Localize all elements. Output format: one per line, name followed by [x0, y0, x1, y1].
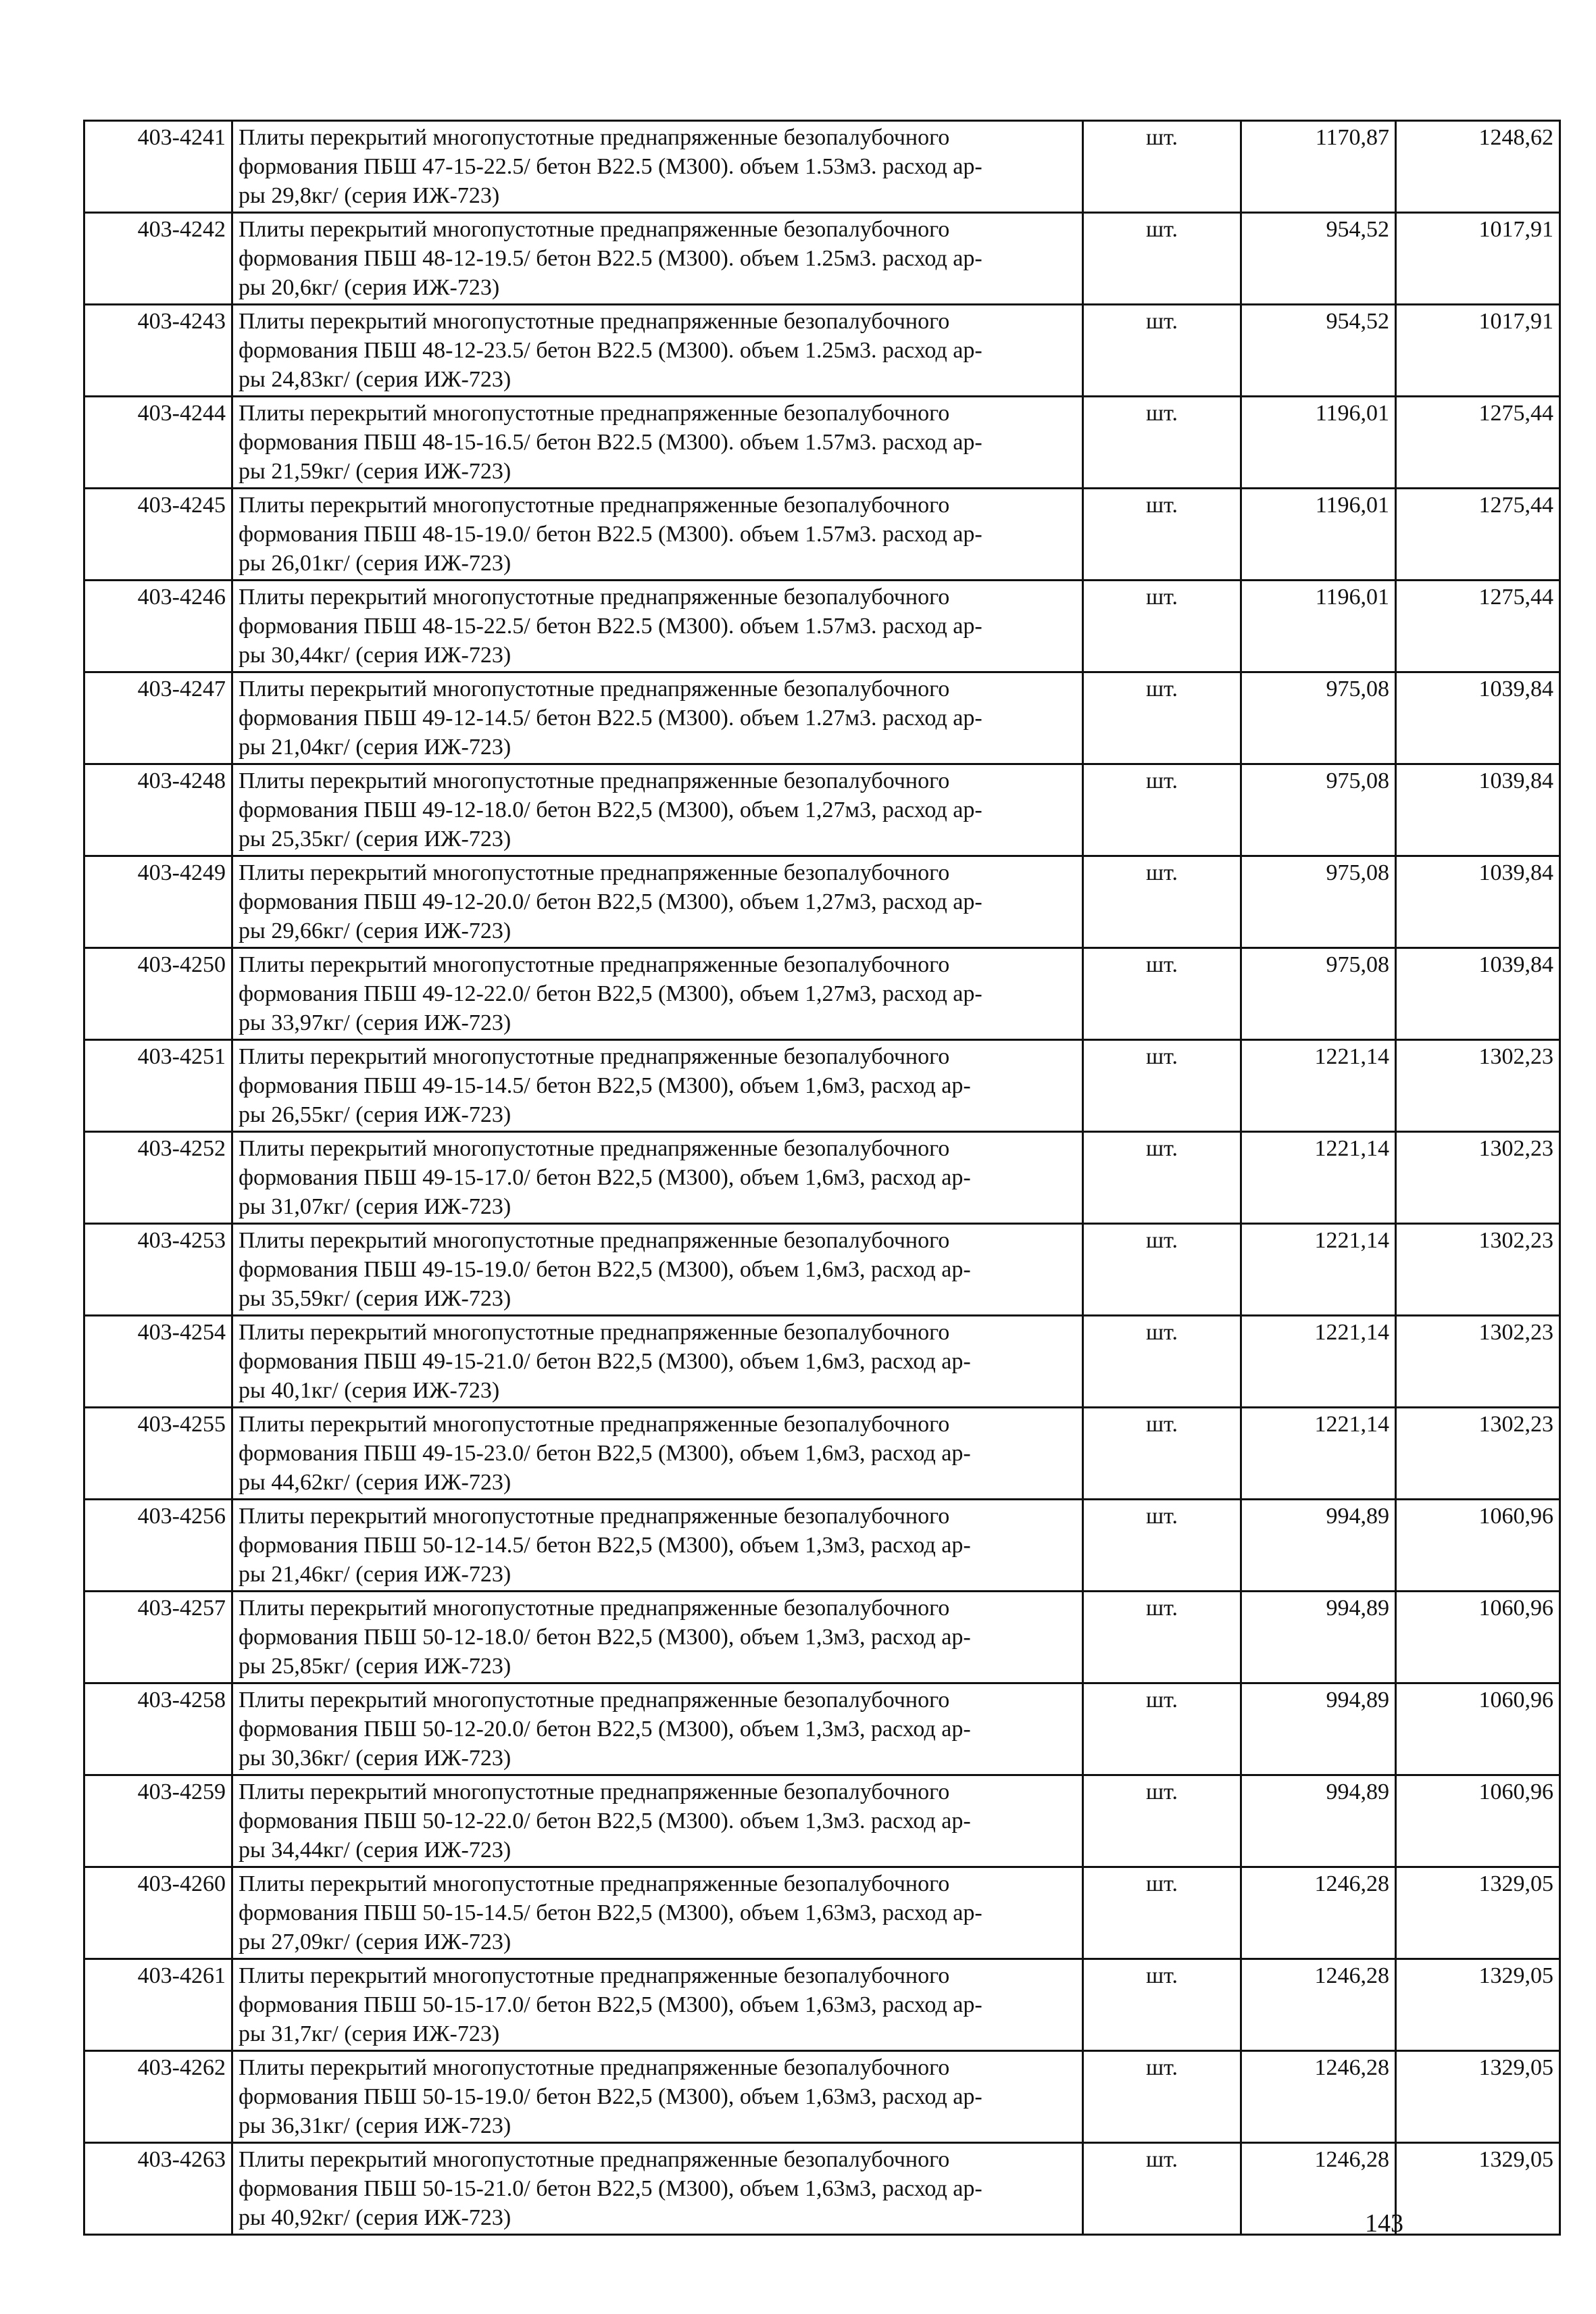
item-unit: шт. [1083, 2051, 1241, 2143]
description-line: ры 25,85кг/ (серия ИЖ-723) [239, 1654, 512, 1679]
item-code: 403-4244 [84, 397, 232, 489]
item-price-2: 1060,96 [1396, 1775, 1560, 1867]
table-row [84, 1592, 1560, 1683]
item-description [232, 1959, 1083, 2051]
description-line: формования ПБШ 49-15-14.5/ бетон B22,5 (M300), объем 1,6м3, расход ар- [239, 1073, 971, 1098]
item-description [232, 581, 1083, 672]
description-line: Плиты перекрытий многопустотные преднапряженные безопалубочного [239, 1320, 950, 1345]
item-price-2: 1302,23 [1396, 1040, 1560, 1132]
item-code: 403-4254 [84, 1316, 232, 1408]
description-line: ры 21,46кг/ (серия ИЖ-723) [239, 1562, 512, 1587]
description-line: Плиты перекрытий многопустотные преднапряженные безопалубочного [239, 217, 950, 242]
description-line: Плиты перекрытий многопустотные преднапряженные безопалубочного [239, 1228, 950, 1253]
item-price-1: 975,08 [1241, 856, 1396, 948]
description-line: ры 21,59кг/ (серия ИЖ-723) [239, 459, 512, 484]
item-description [232, 1224, 1083, 1316]
item-description [232, 856, 1083, 948]
item-code: 403-4242 [84, 213, 232, 305]
description-line: ры 21,04кг/ (серия ИЖ-723) [239, 735, 512, 760]
item-code: 403-4249 [84, 856, 232, 948]
description-line: Плиты перекрытий многопустотные преднапряженные безопалубочного [239, 1779, 950, 1804]
description-line: ры 40,92кг/ (серия ИЖ-723) [239, 2205, 512, 2230]
item-price-2: 1302,23 [1396, 1408, 1560, 1500]
item-price-1: 1221,14 [1241, 1224, 1396, 1316]
table-row [84, 1224, 1560, 1316]
table-row [84, 581, 1560, 672]
item-code: 403-4255 [84, 1408, 232, 1500]
item-price-1: 1246,28 [1241, 1867, 1396, 1959]
description-line: Плиты перекрытий многопустотные преднапряженные безопалубочного [239, 1688, 950, 1713]
item-price-2: 1060,96 [1396, 1500, 1560, 1592]
item-code: 403-4259 [84, 1775, 232, 1867]
description-line: ры 27,09кг/ (серия ИЖ-723) [239, 1929, 512, 1954]
item-price-2: 1302,23 [1396, 1316, 1560, 1408]
item-code: 403-4251 [84, 1040, 232, 1132]
description-line: формования ПБШ 50-12-14.5/ бетон B22,5 (M300), объем 1,3м3, расход ар- [239, 1533, 971, 1558]
description-line: Плиты перекрытий многопустотные преднапряженные безопалубочного [239, 1596, 950, 1621]
table-row [84, 672, 1560, 764]
item-price-1: 954,52 [1241, 305, 1396, 397]
table-row [84, 1775, 1560, 1867]
table-row [84, 213, 1560, 305]
table-row [84, 2143, 1560, 2235]
table-row [84, 1867, 1560, 1959]
description-line: ры 24,83кг/ (серия ИЖ-723) [239, 367, 512, 392]
item-description [232, 397, 1083, 489]
description-line: Плиты перекрытий многопустотные преднапряженные безопалубочного [239, 493, 950, 518]
description-line: Плиты перекрытий многопустотные преднапряженные безопалубочного [239, 1044, 950, 1069]
description-line: формования ПБШ 50-15-21.0/ бетон B22,5 (M300), объем 1,63м3, расход ар- [239, 2176, 982, 2201]
table-row [84, 856, 1560, 948]
description-line: формования ПБШ 49-15-17.0/ бетон B22,5 (M300), объем 1,6м3, расход ар- [239, 1165, 971, 1190]
item-price-1: 1221,14 [1241, 1316, 1396, 1408]
description-line: формования ПБШ 48-15-16.5/ бетон B22.5 (M300). объем 1.57м3. расход ар- [239, 430, 982, 455]
item-code: 403-4260 [84, 1867, 232, 1959]
item-unit: шт. [1083, 2143, 1241, 2235]
item-price-1: 994,89 [1241, 1500, 1396, 1592]
item-price-1: 1221,14 [1241, 1132, 1396, 1224]
description-line: Плиты перекрытий многопустотные преднапряженные безопалубочного [239, 125, 950, 150]
description-line: Плиты перекрытий многопустотные преднапряженные безопалубочного [239, 401, 950, 426]
item-price-2: 1017,91 [1396, 305, 1560, 397]
item-code: 403-4257 [84, 1592, 232, 1683]
description-line: формования ПБШ 50-15-17.0/ бетон B22,5 (M300), объем 1,63м3, расход ар- [239, 1992, 982, 2017]
description-line: формования ПБШ 50-15-19.0/ бетон B22,5 (M300), объем 1,63м3, расход ар- [239, 2084, 982, 2109]
description-line: Плиты перекрытий многопустотные преднапряженные безопалубочного [239, 952, 950, 977]
description-line: формования ПБШ 48-12-19.5/ бетон B22.5 (M300). объем 1.25м3. расход ар- [239, 246, 982, 271]
item-code: 403-4250 [84, 948, 232, 1040]
item-description [232, 1775, 1083, 1867]
item-price-1: 994,89 [1241, 1592, 1396, 1683]
item-price-2: 1060,96 [1396, 1592, 1560, 1683]
description-line: ры 31,7кг/ (серия ИЖ-723) [239, 2021, 500, 2046]
item-price-2: 1302,23 [1396, 1132, 1560, 1224]
item-price-2: 1275,44 [1396, 489, 1560, 581]
description-line: формования ПБШ 49-15-23.0/ бетон B22,5 (M300), объем 1,6м3, расход ар- [239, 1441, 971, 1466]
item-description [232, 2143, 1083, 2235]
item-price-1: 1221,14 [1241, 1408, 1396, 1500]
table-row [84, 1132, 1560, 1224]
item-unit: шт. [1083, 856, 1241, 948]
item-price-2: 1329,05 [1396, 2051, 1560, 2143]
item-description [232, 1132, 1083, 1224]
description-line: формования ПБШ 49-12-18.0/ бетон B22,5 (M300), объем 1,27м3, расход ар- [239, 797, 982, 822]
item-description [232, 1040, 1083, 1132]
description-line: формования ПБШ 50-12-20.0/ бетон B22,5 (M300), объем 1,3м3, расход ар- [239, 1717, 971, 1742]
description-line: Плиты перекрытий многопустотные преднапряженные безопалубочного [239, 1871, 950, 1896]
description-line: Плиты перекрытий многопустотные преднапряженные безопалубочного [239, 1963, 950, 1988]
item-code: 403-4248 [84, 764, 232, 856]
item-unit: шт. [1083, 121, 1241, 213]
description-line: формования ПБШ 49-12-20.0/ бетон B22,5 (M300), объем 1,27м3, расход ар- [239, 889, 982, 914]
item-price-2: 1039,84 [1396, 764, 1560, 856]
item-code: 403-4258 [84, 1683, 232, 1775]
description-line: ры 20,6кг/ (серия ИЖ-723) [239, 275, 500, 300]
page-number: 143 [1365, 2209, 1403, 2238]
item-code: 403-4261 [84, 1959, 232, 2051]
item-price-1: 1246,28 [1241, 2143, 1396, 2235]
item-unit: шт. [1083, 1316, 1241, 1408]
item-unit: шт. [1083, 1408, 1241, 1500]
item-description [232, 121, 1083, 213]
description-line: формования ПБШ 48-12-23.5/ бетон B22.5 (M300). объем 1.25м3. расход ар- [239, 338, 982, 363]
description-line: Плиты перекрытий многопустотные преднапряженные безопалубочного [239, 1136, 950, 1161]
description-line: Плиты перекрытий многопустотные преднапряженные безопалубочного [239, 860, 950, 885]
description-line: ры 30,44кг/ (серия ИЖ-723) [239, 643, 512, 668]
table-row [84, 1959, 1560, 2051]
table-row [84, 397, 1560, 489]
item-unit: шт. [1083, 1132, 1241, 1224]
item-price-2: 1275,44 [1396, 581, 1560, 672]
item-description [232, 948, 1083, 1040]
item-unit: шт. [1083, 1959, 1241, 2051]
item-price-2: 1329,05 [1396, 1867, 1560, 1959]
description-line: ры 34,44кг/ (серия ИЖ-723) [239, 1838, 512, 1863]
item-unit: шт. [1083, 305, 1241, 397]
item-price-2: 1017,91 [1396, 213, 1560, 305]
item-price-2: 1275,44 [1396, 397, 1560, 489]
item-price-1: 994,89 [1241, 1683, 1396, 1775]
item-unit: шт. [1083, 1500, 1241, 1592]
description-line: ры 30,36кг/ (серия ИЖ-723) [239, 1746, 512, 1771]
description-line: Плиты перекрытий многопустотные преднапряженные безопалубочного [239, 309, 950, 334]
description-line: ры 29,8кг/ (серия ИЖ-723) [239, 183, 500, 208]
item-code: 403-4263 [84, 2143, 232, 2235]
table-row [84, 764, 1560, 856]
description-line: ры 44,62кг/ (серия ИЖ-723) [239, 1470, 512, 1495]
item-price-1: 1196,01 [1241, 397, 1396, 489]
item-description [232, 489, 1083, 581]
item-code: 403-4253 [84, 1224, 232, 1316]
item-unit: шт. [1083, 948, 1241, 1040]
item-unit: шт. [1083, 397, 1241, 489]
item-description [232, 1316, 1083, 1408]
item-code: 403-4245 [84, 489, 232, 581]
item-description [232, 1683, 1083, 1775]
item-unit: шт. [1083, 764, 1241, 856]
table-row [84, 1408, 1560, 1500]
item-price-2: 1039,84 [1396, 856, 1560, 948]
item-description [232, 1500, 1083, 1592]
table-row [84, 1683, 1560, 1775]
item-price-1: 1196,01 [1241, 581, 1396, 672]
description-line: Плиты перекрытий многопустотные преднапряженные безопалубочного [239, 1504, 950, 1529]
item-description [232, 305, 1083, 397]
item-unit: шт. [1083, 213, 1241, 305]
description-line: Плиты перекрытий многопустотные преднапряженные безопалубочного [239, 676, 950, 701]
item-unit: шт. [1083, 1592, 1241, 1683]
description-line: формования ПБШ 50-12-22.0/ бетон B22,5 (M300). объем 1,3м3. расход ар- [239, 1808, 971, 1833]
item-price-1: 1196,01 [1241, 489, 1396, 581]
description-line: ры 40,1кг/ (серия ИЖ-723) [239, 1378, 500, 1403]
table-row [84, 1040, 1560, 1132]
description-line: Плиты перекрытий многопустотные преднапряженные безопалубочного [239, 768, 950, 793]
description-line: формования ПБШ 49-15-19.0/ бетон B22,5 (M300), объем 1,6м3, расход ар- [239, 1257, 971, 1282]
item-code: 403-4243 [84, 305, 232, 397]
item-price-1: 975,08 [1241, 948, 1396, 1040]
description-line: Плиты перекрытий многопустотные преднапряженные безопалубочного [239, 1412, 950, 1437]
price-table-body [84, 121, 1560, 2235]
description-line: ры 33,97кг/ (серия ИЖ-723) [239, 1010, 512, 1035]
item-price-1: 975,08 [1241, 764, 1396, 856]
item-description [232, 1592, 1083, 1683]
item-unit: шт. [1083, 1224, 1241, 1316]
description-line: формования ПБШ 49-12-14.5/ бетон B22.5 (M300). объем 1.27м3. расход ар- [239, 706, 982, 731]
table-row [84, 305, 1560, 397]
item-unit: шт. [1083, 1040, 1241, 1132]
item-description [232, 672, 1083, 764]
item-price-1: 1246,28 [1241, 1959, 1396, 2051]
item-price-1: 1170,87 [1241, 121, 1396, 213]
item-description [232, 213, 1083, 305]
item-unit: шт. [1083, 489, 1241, 581]
description-line: Плиты перекрытий многопустотные преднапряженные безопалубочного [239, 2147, 950, 2172]
description-line: ры 25,35кг/ (серия ИЖ-723) [239, 827, 512, 852]
description-line: Плиты перекрытий многопустотные преднапряженные безопалубочного [239, 2055, 950, 2080]
item-price-2: 1302,23 [1396, 1224, 1560, 1316]
item-price-2: 1039,84 [1396, 672, 1560, 764]
item-unit: шт. [1083, 672, 1241, 764]
item-code: 403-4252 [84, 1132, 232, 1224]
description-line: ры 31,07кг/ (серия ИЖ-723) [239, 1194, 512, 1219]
description-line: формования ПБШ 48-15-19.0/ бетон B22.5 (M300). объем 1.57м3. расход ар- [239, 522, 982, 547]
table-row [84, 489, 1560, 581]
item-description [232, 2051, 1083, 2143]
item-price-2: 1329,05 [1396, 2143, 1560, 2235]
item-code: 403-4241 [84, 121, 232, 213]
price-table [83, 120, 1561, 2236]
item-price-1: 994,89 [1241, 1775, 1396, 1867]
item-unit: шт. [1083, 1867, 1241, 1959]
item-price-1: 1246,28 [1241, 2051, 1396, 2143]
description-line: формования ПБШ 49-15-21.0/ бетон B22,5 (M300), объем 1,6м3, расход ар- [239, 1349, 971, 1374]
description-line: ры 35,59кг/ (серия ИЖ-723) [239, 1286, 512, 1311]
description-line: ры 26,01кг/ (серия ИЖ-723) [239, 551, 512, 576]
item-description [232, 764, 1083, 856]
item-unit: шт. [1083, 1683, 1241, 1775]
item-unit: шт. [1083, 581, 1241, 672]
description-line: ры 26,55кг/ (серия ИЖ-723) [239, 1102, 512, 1127]
item-price-2: 1060,96 [1396, 1683, 1560, 1775]
item-price-1: 975,08 [1241, 672, 1396, 764]
table-row [84, 1316, 1560, 1408]
table-row [84, 2051, 1560, 2143]
table-row [84, 121, 1560, 213]
item-description [232, 1867, 1083, 1959]
description-line: ры 36,31кг/ (серия ИЖ-723) [239, 2113, 512, 2138]
item-code: 403-4247 [84, 672, 232, 764]
item-price-2: 1039,84 [1396, 948, 1560, 1040]
table-row [84, 948, 1560, 1040]
description-line: Плиты перекрытий многопустотные преднапряженные безопалубочного [239, 585, 950, 610]
item-price-2: 1329,05 [1396, 1959, 1560, 2051]
description-line: формования ПБШ 48-15-22.5/ бетон B22.5 (M300). объем 1.57м3. расход ар- [239, 614, 982, 639]
table-row [84, 1500, 1560, 1592]
item-price-1: 954,52 [1241, 213, 1396, 305]
item-code: 403-4262 [84, 2051, 232, 2143]
item-price-1: 1221,14 [1241, 1040, 1396, 1132]
item-description [232, 1408, 1083, 1500]
item-unit: шт. [1083, 1775, 1241, 1867]
description-line: формования ПБШ 49-12-22.0/ бетон B22,5 (M300), объем 1,27м3, расход ар- [239, 981, 982, 1006]
description-line: формования ПБШ 50-12-18.0/ бетон B22,5 (M300), объем 1,3м3, расход ар- [239, 1625, 971, 1650]
item-price-2: 1248,62 [1396, 121, 1560, 213]
description-line: формования ПБШ 47-15-22.5/ бетон B22.5 (M300). объем 1.53м3. расход ар- [239, 154, 982, 179]
item-code: 403-4256 [84, 1500, 232, 1592]
item-code: 403-4246 [84, 581, 232, 672]
description-line: формования ПБШ 50-15-14.5/ бетон B22,5 (M300), объем 1,63м3, расход ар- [239, 1900, 982, 1925]
description-line: ры 29,66кг/ (серия ИЖ-723) [239, 918, 512, 943]
